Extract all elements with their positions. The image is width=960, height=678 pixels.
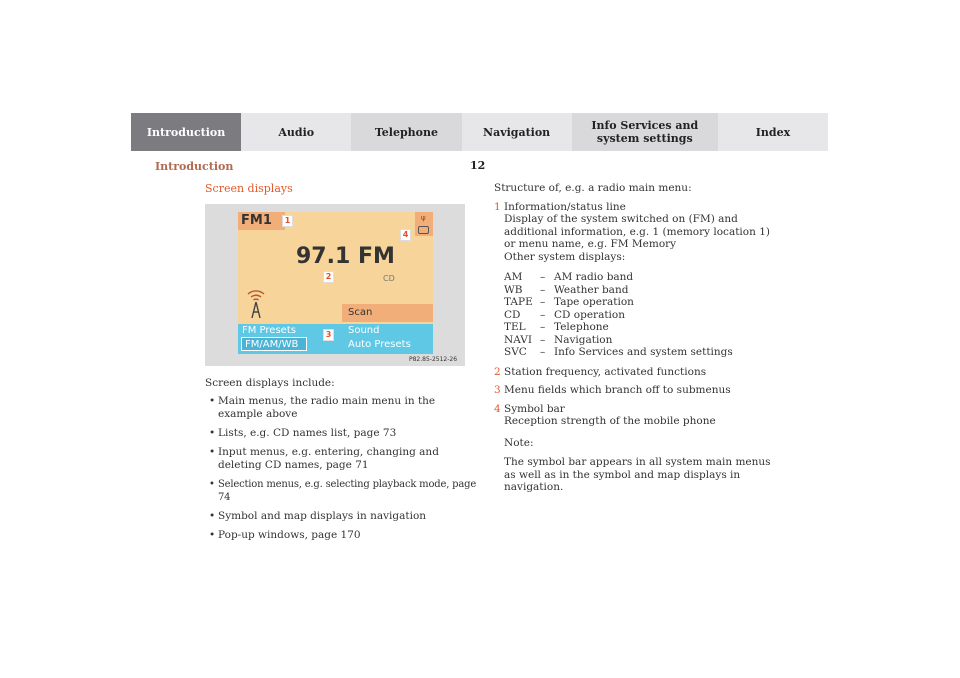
other-displays-label: Other system displays: (504, 250, 626, 263)
symbol-bar (415, 212, 433, 236)
system-desc: Tape operation (554, 296, 634, 308)
tab-introduction[interactable]: Introduction (131, 113, 241, 151)
list-item: • Symbol and map displays in navigation (205, 510, 477, 523)
dash: – (540, 283, 546, 296)
page-number: 12 (470, 159, 486, 172)
left-intro: Screen displays include: (205, 377, 335, 389)
legend-text: Display of the system switched on (FM) and additional information, e.g. 1 (memory location 1) or menu name, e.g. FM Memory (504, 213, 770, 250)
display-types-list (205, 395, 477, 542)
legend-text: Menu fields which branch off to submenus (504, 384, 731, 396)
tab-index[interactable]: Index (718, 113, 828, 151)
signal-icon: ψ (421, 214, 426, 222)
menu-fields (238, 324, 433, 354)
system-desc: AM radio band (554, 271, 634, 283)
list-item: • Main menus, the radio main menu in the example above (205, 395, 477, 421)
tab-navigation[interactable]: Navigation (462, 113, 572, 151)
tab-telephone[interactable]: Telephone (351, 113, 461, 151)
cd-indicator: CD (383, 274, 395, 283)
legend-number: 1 (494, 200, 501, 213)
legend-text: Reception strength of the mobile phone (504, 415, 716, 427)
system-code: AM (504, 271, 523, 283)
system-code: TAPE (504, 296, 533, 308)
system-code: NAVI (504, 333, 532, 346)
list-item: • Pop-up windows, page 170 (205, 529, 477, 542)
system-desc: Info Services and system settings (554, 346, 733, 358)
menu-band[interactable]: FM/AM/WB (241, 337, 307, 351)
table-row (504, 334, 733, 347)
running-header: Introduction (155, 160, 234, 173)
legend-title: Information/status line (504, 200, 626, 213)
dash: – (540, 271, 546, 283)
table-row (504, 296, 733, 309)
dash: – (540, 346, 546, 358)
legend-text: Station frequency, activated functions (504, 365, 707, 378)
list-item: • Input menus, e.g. entering, changing and deleting CD names, page 71 (205, 446, 477, 472)
system-code: TEL (504, 321, 526, 333)
section-title: Screen displays (205, 182, 293, 195)
menu-fm-presets[interactable]: FM Presets (242, 325, 296, 336)
radio-tower-icon (242, 280, 270, 320)
list-item: • Selection menus, e.g. selecting playback mode, page 74 (205, 478, 477, 504)
marker-3: 3 (323, 329, 334, 341)
chapter-tabs (131, 113, 828, 151)
note-label: Note: (504, 436, 534, 449)
system-code: SVC (504, 346, 527, 358)
legend-number: 2 (494, 365, 501, 378)
system-code: CD (504, 308, 521, 321)
station-frequency: 97.1 FM (296, 244, 395, 269)
radio-screen-figure (205, 204, 465, 366)
legend-item-3 (494, 384, 774, 397)
table-row (504, 284, 733, 297)
dash: – (540, 321, 546, 333)
system-desc: Navigation (554, 333, 613, 346)
dash: – (540, 333, 546, 346)
legend-number: 4 (494, 402, 501, 415)
menu-scan[interactable]: Scan (342, 304, 433, 322)
system-displays-table (504, 271, 733, 359)
legend-title: Symbol bar (504, 402, 565, 415)
status-line: FM1 (238, 212, 285, 230)
legend-item-2 (494, 366, 774, 379)
dash: – (540, 308, 546, 321)
tab-info-services[interactable]: Info Services and system settings (572, 113, 718, 151)
figure-caption: P82.85-2512-26 (409, 356, 458, 363)
menu-sound[interactable]: Sound (348, 325, 380, 336)
phone-icon (418, 226, 429, 234)
system-desc: Weather band (554, 283, 629, 296)
left-column (205, 377, 477, 548)
menu-auto-presets[interactable]: Auto Presets (348, 339, 411, 350)
table-row (504, 321, 733, 334)
radio-display (238, 212, 433, 354)
marker-4: 4 (400, 229, 411, 241)
system-desc: Telephone (554, 321, 609, 333)
table-row (504, 271, 733, 284)
legend-item-4 (494, 403, 774, 494)
legend-item-1 (494, 201, 774, 359)
table-row (504, 346, 733, 359)
list-item: • Lists, e.g. CD names list, page 73 (205, 427, 477, 440)
right-intro: Structure of, e.g. a radio main menu: (494, 182, 692, 194)
tab-audio[interactable]: Audio (241, 113, 351, 151)
legend-number: 3 (494, 384, 501, 396)
dash: – (540, 296, 546, 308)
system-desc: CD operation (554, 308, 625, 321)
note-text: The symbol bar appears in all system main menus as well as in the symbol and map displays in navigation. (504, 456, 771, 493)
right-column (494, 182, 774, 494)
system-code: WB (504, 283, 523, 296)
marker-2: 2 (323, 271, 334, 283)
marker-1: 1 (282, 215, 293, 227)
table-row (504, 309, 733, 322)
